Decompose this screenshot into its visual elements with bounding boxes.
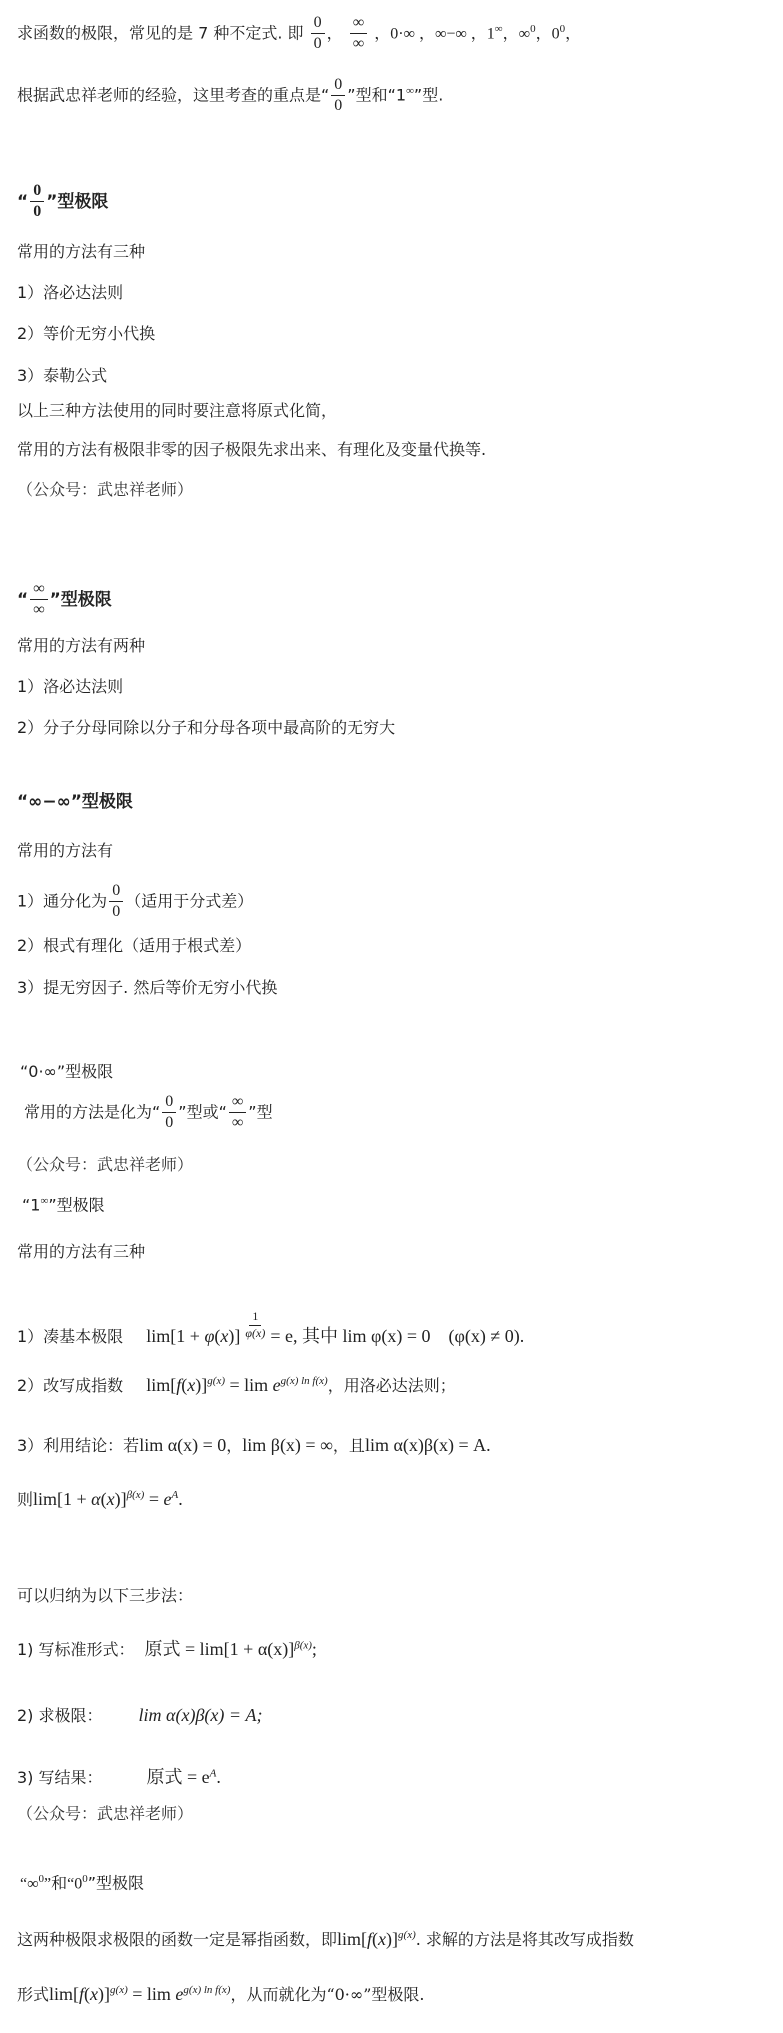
oi-line-5: 则$\lim[1 + \alpha(x)]^{\beta(x)} = e^A$. (17, 1489, 183, 1509)
fraction-inf-over-inf: $\frac{\infty}{\infty}$ (30, 580, 47, 620)
wechat-note: （公众号：武忠祥老师） (17, 480, 194, 499)
section-title-one-inf: “1∞”型极限 (22, 1195, 105, 1215)
ii-line-3: 2）分子分母同除以分子和分母各项中最高阶的无穷大 (17, 718, 396, 737)
pow-line-1: 这两种极限求极限的函数一定是幂指函数，即$\lim[f(x)]^{g(x)}$. 求解的方法是将其改写成指数 (17, 1929, 634, 1949)
section-title-zero-inf: “0·∞”型极限 (20, 1062, 114, 1081)
oi-line-2: 1）凑基本极限 lim[1 + φ(x)] $\frac{1}{\varphi(x)}$ = e, 其中 lim φ(x) = 0 (φ(x) ≠ 0). (17, 1309, 525, 1346)
oi-line-4: 3）利用结论：若lim α(x) = 0，lim β(x) = ∞，且lim α(x)β(x) = A. (17, 1435, 491, 1455)
steps-title: 可以归纳为以下三步法： (17, 1586, 194, 1605)
ii-line-2: 1）洛必达法则 (17, 677, 124, 696)
zi-line-1: 常用的方法是化为“ $\frac{0}{0}$ ”型或“ $\frac{\infty}{\infty}$ ”型 (24, 1093, 273, 1132)
section-title-zero-zero: “ $\frac{0}{0}$ ”型极限 (17, 182, 109, 221)
step-3: 3) 写结果： 原式 = $e^A$. (17, 1767, 221, 1787)
zz-line-6: 常用的方法有极限非零的因子极限先求出来、有理化及变量代换等. (17, 440, 487, 459)
zz-line-1: 常用的方法有三种 (17, 242, 146, 261)
fraction-zero-over-zero: $\frac{0}{0}$ (30, 182, 44, 222)
zz-line-3: 2）等价无穷小代换 (17, 324, 156, 343)
ii-line-1: 常用的方法有两种 (17, 636, 146, 655)
zz-line-2: 1）洛必达法则 (17, 283, 124, 302)
section-title-pow: “∞$^0$”和“$0^0$”型极限 (20, 1873, 145, 1893)
fraction-zero-over-zero: $\frac{0}{0}$ (162, 1093, 176, 1133)
intro-line-2: 根据武忠祥老师的经验，这里考查的重点是“ $\frac{0}{0}$ ”型和“1∞”型. (17, 76, 444, 115)
step-1: 1) 写标准形式： 原式 = $\lim[1 + \alpha(x)]^{\beta(x)}$; (17, 1639, 317, 1659)
fraction-zero-over-zero: $\frac{0}{0}$ (331, 76, 345, 116)
fraction-zero-over-zero: $\frac{0}{0}$ (311, 14, 325, 54)
im-line-3: 2）根式有理化（适用于根式差） (17, 936, 252, 955)
zz-line-4: 3）泰勒公式 (17, 366, 108, 385)
im-line-2: 1）通分化为 $\frac{0}{0}$ （适用于分式差） (17, 882, 254, 921)
oi-line-1: 常用的方法有三种 (17, 1242, 146, 1261)
im-line-4: 3）提无穷因子. 然后等价无穷小代换 (17, 978, 278, 997)
fraction-inf-over-inf: $\frac{\infty}{\infty}$ (350, 14, 367, 54)
wechat-note: （公众号：武忠祥老师） (17, 1155, 194, 1174)
intro-line-1: 求函数的极限，常见的是 7 种不定式. 即 $\frac{0}{0}$ ， $\frac{\infty}{\infty}$ ，0·∞ ，∞−∞ ，1∞，∞$^0$，$0^0$， (17, 14, 582, 53)
wechat-note: （公众号：武忠祥老师） (17, 1804, 194, 1823)
section-title-inf-minus-inf: “∞−∞”型极限 (17, 792, 133, 812)
fraction-inf-over-inf: $\frac{\infty}{\infty}$ (229, 1093, 246, 1133)
fraction-zero-over-zero: $\frac{0}{0}$ (109, 882, 123, 922)
zz-line-5: 以上三种方法使用的同时要注意将原式化简， (17, 401, 338, 420)
pow-line-2: 形式$\lim[f(x)]^{g(x)} = \lim e^{g(x) ln f(x)}$，从而就化为“0·∞”型极限. (17, 1984, 425, 2004)
section-title-inf-inf: “ $\frac{\infty}{\infty}$ ”型极限 (17, 580, 112, 619)
step-2: 2) 求极限： lim α(x)β(x) = A; (17, 1705, 263, 1725)
oi-line-3: 2）改写成指数 $\lim[f(x)]^{g(x)} = \lim e^{g(x) ln f(x)}$，用洛必达法则； (17, 1375, 456, 1395)
im-line-1: 常用的方法有 (17, 841, 114, 860)
